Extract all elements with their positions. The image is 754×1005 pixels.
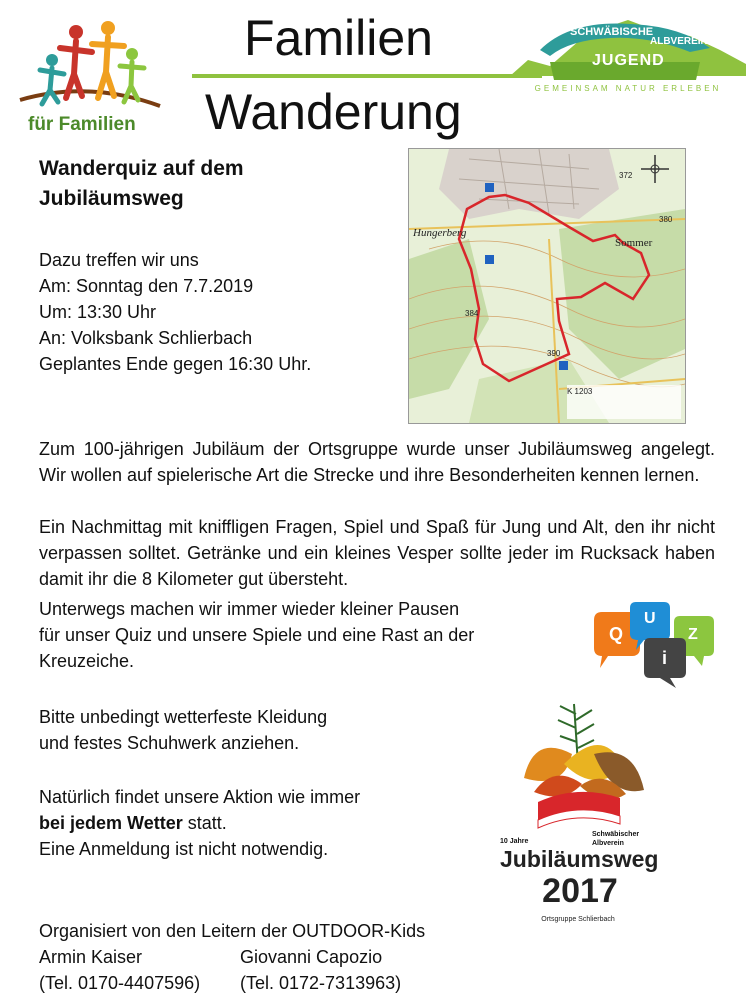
organizer-line: Organisiert von den Leitern der OUTDOOR-Kids bbox=[39, 921, 426, 941]
title-divider bbox=[192, 74, 542, 78]
paragraph-clothing bbox=[39, 704, 327, 756]
paragraph-weather-line-2 bbox=[39, 810, 360, 836]
quiz-heading-line-2: Jubiläumsweg bbox=[39, 187, 184, 210]
badge-year: 2017 bbox=[542, 872, 618, 910]
title-line-2: Wanderung bbox=[205, 84, 462, 140]
contact-phone-1: (Tel. 0170-4407596) bbox=[39, 973, 201, 993]
contact-person-2: Giovanni Capozio bbox=[240, 947, 383, 967]
paragraph-anniversary: Zum 100-jährigen Jubiläum der Ortsgruppe wurde unser Jubiläumsweg angelegt. Wir wollen auf spielerische Art die Strecke und ihre Besonderheiten kennen lernen. bbox=[39, 439, 715, 485]
family-figures-icon bbox=[14, 8, 164, 113]
badge-org-line-1: Schwäbischer bbox=[592, 831, 640, 838]
contact-person-1: Armin Kaiser bbox=[39, 947, 143, 967]
albvereins-top-text-2: ALBVEREINS bbox=[650, 36, 715, 47]
contact-phone-2: (Tel. 0172-7313963) bbox=[240, 973, 402, 993]
albvereinsjugend-logo bbox=[510, 10, 746, 98]
map-label-380: 380 bbox=[659, 215, 673, 224]
quiz-heading-line-1: Wanderquiz auf dem bbox=[39, 157, 244, 180]
quiz-letter-q: Q bbox=[609, 624, 624, 644]
meeting-time: Um: 13:30 Uhr bbox=[39, 302, 157, 322]
map-label-town: Hungerberg bbox=[413, 227, 467, 239]
route-map-graphic bbox=[409, 149, 685, 423]
paragraph-clothing-line-2: und festes Schuhwerk anziehen. bbox=[39, 733, 300, 753]
paragraph-afternoon: Ein Nachmittag mit kniffligen Fragen, Spiel und Spaß für Jung und Alt, den ihr nicht verpassen solltet. Getränke und ein kleines Vesper sollte jeder im Rucksack haben damit ihr die 8 Kilometer gut übersteht. bbox=[39, 517, 715, 589]
map-label-area: Sommer bbox=[615, 237, 653, 249]
paragraph-breaks bbox=[39, 596, 474, 674]
quiz-letter-u: U bbox=[644, 610, 656, 627]
albvereins-sub-text: GEMEINSAM NATUR ERLEBEN bbox=[534, 84, 722, 93]
meeting-intro: Dazu treffen wir uns bbox=[39, 250, 199, 270]
meeting-end: Geplantes Ende gegen 16:30 Uhr. bbox=[39, 354, 312, 374]
quiz-icon bbox=[592, 600, 716, 690]
albvereins-top-text: SCHWÄBISCHE bbox=[570, 26, 654, 38]
weather-rest-text: statt. bbox=[182, 813, 227, 833]
paragraph-breaks-line-3: Kreuzeiche. bbox=[39, 651, 135, 671]
paragraph-weather-line-1: Natürlich findet unsere Aktion wie immer bbox=[39, 787, 361, 807]
badge-group: Ortsgruppe Schlierbach bbox=[541, 916, 615, 923]
map-label-390: 390 bbox=[547, 349, 561, 358]
albvereins-main-text: JUGEND bbox=[592, 52, 665, 69]
paragraph-weather-line-3: Eine Anmeldung ist nicht notwendig. bbox=[39, 839, 329, 859]
paragraph-breaks-line-1: Unterwegs machen wir immer wieder kleiner Pausen bbox=[39, 599, 460, 619]
jubilaeumsweg-badge bbox=[494, 694, 662, 934]
quiz-heading bbox=[39, 154, 244, 214]
map-label-372: 372 bbox=[619, 171, 633, 180]
route-map bbox=[408, 148, 686, 424]
title-line-1: Familien bbox=[244, 10, 433, 66]
paragraph-clothing-line-1: Bitte unbedingt wetterfeste Kleidung bbox=[39, 707, 328, 727]
autumn-leaves-icon bbox=[494, 694, 662, 834]
weather-bold-text: bei jedem Wetter bbox=[39, 813, 183, 833]
quiz-letter-i: i bbox=[662, 648, 668, 668]
familien-logo bbox=[14, 8, 164, 138]
map-label-384: 384 bbox=[465, 309, 479, 318]
badge-org-line-2: Albverein bbox=[592, 840, 624, 847]
paragraph-breaks-line-2: für unser Quiz und unsere Spiele und eine Rast an der bbox=[39, 625, 475, 645]
badge-name: Jubiläumsweg bbox=[500, 846, 659, 872]
meeting-date: Am: Sonntag den 7.7.2019 bbox=[39, 276, 254, 296]
badge-years: 10 Jahre bbox=[500, 838, 529, 845]
map-label-road: K 1203 bbox=[567, 387, 593, 396]
familien-logo-caption: für Familien bbox=[28, 114, 136, 135]
meeting-info bbox=[39, 247, 311, 377]
paragraph-weather bbox=[39, 784, 360, 862]
meeting-place: An: Volksbank Schlierbach bbox=[39, 328, 253, 348]
quiz-letter-z: Z bbox=[688, 626, 698, 643]
